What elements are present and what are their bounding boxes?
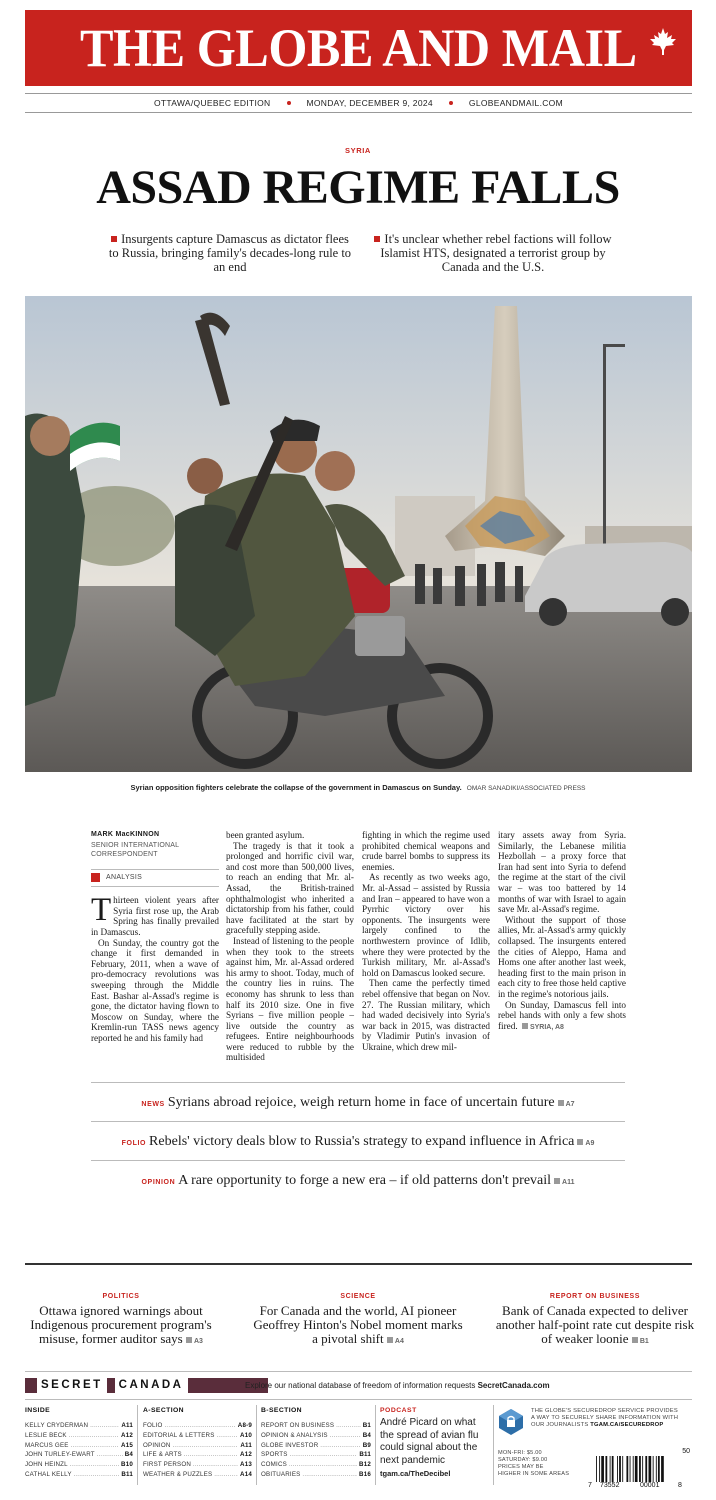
promo-ref [558,1101,575,1108]
article-column-1 [91,830,219,1044]
bullet-icon [111,236,117,242]
ref-square-icon [554,1178,560,1184]
deck-left-text: Insurgents capture Damascus as dictator flees to Russia, bringing family's decades-long rule to an end [108,232,352,274]
divider [25,1371,692,1372]
lead-photo[interactable] [25,296,692,772]
newspaper-title: THE GLOBE AND MAIL [80,18,637,78]
index-row[interactable] [143,1460,252,1470]
deck-right [368,232,618,274]
deck-right-text: It's unclear whether rebel factions will follow Islamist HTS, designated a terrorist group by Canada and the U.S. [380,232,612,274]
teaser-text: Bank of Canada expected to deliver another half-point rate cut despite risk of weaker loonie [495,1303,695,1346]
jump-square-icon [522,1023,528,1029]
ref-square-icon [186,1337,192,1343]
price-line: MON-FRI: $5.00 [498,1450,542,1456]
promo-text: Syrians abroad rejoice, weigh return home in face of uncertain future [167,1095,555,1110]
divider [91,1160,625,1161]
securedrop-promo[interactable] [497,1408,692,1436]
index-label: OPINION & ANALYSIS ..... [261,1431,361,1441]
teaser-ref [186,1338,203,1345]
index-row[interactable] [143,1441,252,1451]
logo-word-canada: CANADA [115,1379,188,1392]
index-label: CATHAL KELLY ..... [25,1470,119,1480]
issue-date: MONDAY, DECEMBER 9, 2024 [306,98,433,108]
photo-caption [0,783,716,792]
ref-square-icon [558,1100,564,1106]
index-label: COMICS ..... [261,1460,357,1470]
index-row[interactable] [25,1421,133,1431]
index-label: JOHN TURLEY-EWART ..... [25,1450,123,1460]
index-label: GLOBE INVESTOR ..... [261,1441,361,1451]
index-page: B4 [362,1431,371,1439]
podcast-promo[interactable] [380,1407,490,1478]
divider [25,1263,692,1265]
teaser-text-block [15,1304,227,1349]
index-label: MARCUS GEE ..... [25,1441,119,1451]
divider [25,1399,692,1400]
drop-cap: T [91,892,112,929]
index-page: B16 [359,1470,371,1478]
separator-dot-icon [287,101,291,105]
price-line: HIGHER IN SOME AREAS [498,1471,570,1477]
teaser-text-block [252,1304,464,1349]
securedrop-logo-icon [497,1408,525,1436]
index-page: B11 [121,1470,133,1478]
index-page: B9 [362,1441,371,1449]
lead-kicker: SYRIA [345,146,371,155]
index-page: B1 [362,1422,371,1429]
divider [91,1121,625,1122]
article-paragraph: fighting in which the regime used prohibited chemical weapons and crude barrel bombs to suppress its enemies. [362,830,490,872]
divider [493,1405,494,1485]
index-label: SPORTS ..... [261,1450,357,1460]
promo-folio[interactable] [0,1134,716,1150]
index-a-section [143,1407,252,1480]
article-paragraph [498,1000,626,1034]
index-row[interactable] [143,1450,252,1460]
teaser-page: A3 [194,1338,203,1345]
teaser-tag: POLITICS [102,1293,140,1300]
divider [375,1405,376,1485]
ref-square-icon [577,1139,583,1145]
teaser-ref [387,1338,404,1345]
ref-square-icon [632,1337,638,1343]
article-column-4 [498,830,626,1033]
analysis-square-icon [91,873,100,882]
separator-dot-icon [449,101,453,105]
byline-role: CORRESPONDENT [91,850,158,858]
index-label: EDITORIAL & LETTERS ..... [143,1431,238,1441]
article-paragraph: itary assets away from Syria. Similarly, the Lebanese militia Hezbollah – a proxy force that Iran had sent into Syria to defend the regime at the start of the civil war – was too battered by 14 months of war with Israel to again save Mr. al-Assad's regime. [498,830,626,915]
barcode-digit: 8 [678,1482,682,1489]
jump-label: SYRIA, A8 [529,1023,564,1031]
index-heading: A-SECTION [143,1407,184,1414]
article-paragraph: As recently as two weeks ago, Mr. al-Assad – assisted by Russia and Iran – appeared to have won a Pyrrhic victory over his opponents. The insurgents were largely confined to the northwestern province of Idlib, where they were protected by the Turkish military, Mr. al-Assad's hold on Damascus looked secure. [362,872,490,978]
teaser-page: A4 [394,1338,404,1345]
analysis-label: ANALYSIS [106,873,143,881]
promo-page: A9 [585,1140,595,1147]
promo-tag: OPINION [141,1179,176,1186]
index-page: A11 [240,1441,252,1449]
promo-page: A11 [562,1179,575,1186]
index-page: B11 [359,1451,371,1459]
article-paragraph: been granted asylum. [226,830,305,840]
promo-tag: NEWS [141,1101,165,1108]
index-label: OPINION ..... [143,1441,238,1451]
index-label: FOLIO ..... [143,1421,236,1431]
price-line: SATURDAY: $9.00 [498,1457,548,1463]
bullet-icon [374,236,380,242]
index-page: A10 [240,1431,252,1439]
index-row[interactable] [143,1421,252,1431]
price-box [498,1450,578,1478]
teaser-text: For Canada and the world, AI pioneer Geoffrey Hinton's Nobel moment marks a pivotal shift [253,1303,463,1346]
promo-ref [554,1179,574,1186]
index-page: A12 [240,1451,252,1459]
caption-text: Syrian opposition fighters celebrate the collapse of the government in Damascus on Sunday. [130,783,462,792]
paragraph-text: hirteen violent years after Syria first rose up, the Arab Spring has finally prevailed in Damascus. [91,895,219,937]
index-label: LESLIE BECK ..... [25,1431,119,1441]
teaser-business[interactable] [489,1293,701,1349]
promo-text: A rare opportunity to forge a new era – if old patterns don't prevail [178,1173,552,1188]
index-page: A14 [240,1470,252,1478]
index-row[interactable] [261,1460,371,1470]
securedrop-line [531,1422,678,1429]
index-label: FIRST PERSON ..... [143,1460,238,1470]
promo-ref [577,1140,594,1147]
teaser-science[interactable] [252,1293,464,1349]
securedrop-link[interactable]: TGAM.CA/SECUREDROP [590,1422,664,1429]
teaser-politics[interactable] [15,1293,227,1349]
index-row[interactable] [261,1441,371,1451]
promo-page: A7 [565,1101,575,1108]
teaser-tag: REPORT ON BUSINESS [549,1293,641,1300]
index-page: A12 [121,1431,133,1439]
byline-name[interactable]: MARK MacKINNON [91,831,160,838]
barcode [588,1450,692,1492]
secret-canada-link[interactable]: SecretCanada.com [477,1381,550,1390]
masthead [25,10,692,86]
paragraph-text: On Sunday, Damascus fell into rebel hands with only a few shots fired. [498,999,626,1031]
index-label: OBITUARIES ..... [261,1470,357,1480]
teaser-tag: SCIENCE [340,1293,376,1300]
teaser-page: B1 [639,1338,649,1345]
index-page: B12 [359,1461,371,1469]
index-row[interactable] [261,1470,371,1480]
index-row[interactable] [25,1460,133,1470]
lead-article [91,830,625,1080]
index-b-section [261,1407,371,1480]
secret-canada-text: Explore our national database of freedom of information requests [245,1381,476,1390]
index-row[interactable] [25,1441,133,1451]
lead-headline[interactable]: ASSAD REGIME FALLS [96,161,620,214]
index-row[interactable] [261,1450,371,1460]
index-row[interactable] [143,1470,252,1480]
logo-band [107,1378,115,1393]
index-page: B4 [124,1451,133,1459]
index-row[interactable] [25,1431,133,1441]
podcast-text: André Picard on what the spread of avian flu could signal about the next pandemic [380,1417,479,1466]
promo-tag: FOLIO [121,1140,147,1147]
index-row[interactable] [143,1431,252,1441]
index-page: A13 [240,1461,252,1469]
edition-name: OTTAWA/QUEBEC EDITION [154,98,271,108]
barcode-digits: 00001 [640,1482,660,1489]
index-label: REPORT ON BUSINESS ..... [261,1421,361,1431]
maple-leaf-icon [648,26,678,56]
deck-left [105,232,355,274]
index-inside [25,1407,133,1480]
index-label: WEATHER & PUZZLES ..... [143,1470,238,1480]
index-heading: INSIDE [25,1407,51,1414]
podcast-tag: PODCAST [380,1407,417,1414]
divider [256,1405,257,1485]
price-line: PRICES MAY BE [498,1464,544,1470]
analysis-tag [91,869,219,888]
index-page: A11 [121,1422,133,1429]
index-page: B10 [121,1461,133,1469]
article-paragraph: Without the support of those allies, Mr. al-Assad's army quickly collapsed. The insurgents entered the cities of Aleppo, Hama and Homs one after another last week, heading first to the main prison in each city to free those held captive in the regime's notorious jails. [498,914,626,999]
logo-word-secret: SECRET [37,1379,107,1392]
divider [137,1405,138,1485]
podcast-link[interactable]: tgam.ca/TheDecibel [380,1469,451,1478]
securedrop-line: THE GLOBE'S SECUREDROP SERVICE PROVIDES [531,1408,678,1414]
article-paragraph [91,892,219,937]
issue-number: 50 [682,1448,690,1455]
article-column-2 [226,830,354,1063]
teaser-text-block [489,1304,701,1349]
index-row[interactable] [25,1450,133,1460]
promo-opinion[interactable] [0,1173,716,1189]
ref-square-icon [387,1337,393,1343]
promo-news[interactable] [0,1095,716,1111]
securedrop-text [531,1408,678,1436]
index-row[interactable] [25,1470,133,1480]
index-page: A8-9 [237,1422,252,1429]
edition-bar [25,93,692,113]
promo-text: Rebels' victory deals blow to Russia's strategy to expand influence in Africa [149,1134,575,1149]
index-row[interactable] [261,1431,371,1441]
divider [91,1082,625,1083]
securedrop-line: A WAY TO SECURELY SHARE INFORMATION WITH [531,1415,679,1422]
article-paragraph: The tragedy is that it took a prolonged and horrific civil war, and cost more than 500,000 lives, to reach an ending that Mr. al-Assad, the British-trained ophthalmologist who inherited a dictatorship from his father, could have facilitated at the start by gracefully stepping aside. [226,840,354,936]
teaser-ref [632,1338,649,1345]
article-column-3 [362,830,490,1052]
jump-link[interactable] [522,1024,564,1031]
index-label: JOHN HEINZL ..... [25,1460,119,1470]
logo-band [25,1378,37,1393]
barcode-digits: 73552 [600,1482,620,1489]
website-link[interactable]: GLOBEANDMAIL.COM [468,98,563,108]
barcode-digit: 7 [588,1482,592,1489]
securedrop-line-text: OUR JOURNALISTS [531,1422,589,1429]
index-label: KELLY CRYDERMAN ..... [25,1421,119,1431]
index-label: LIFE & ARTS ..... [143,1450,238,1460]
index-row[interactable] [261,1421,371,1431]
photo-credit: OMAR SANADIKI/ASSOCIATED PRESS [466,785,586,792]
article-paragraph: On Sunday, the country got the change it first demanded in February, 2011, when a wave of pro-democracy revolutions was sweeping through the Middle East. Bashar al-Assad's regime is gone, the dictator having flown to Moscow on Sunday, where the Kremlin-run TASS news agency reported he and his family had [91,937,219,1043]
secret-canada-promo [245,1381,550,1390]
index-heading: B-SECTION [261,1407,302,1414]
index-page: A15 [121,1441,133,1449]
teaser-text: Ottawa ignored warnings about Indigenous procurement program's misuse, former auditor says [30,1303,212,1346]
article-paragraph: Instead of listening to the people when they took to the streets against him, Mr. al-Assad ordered his army to shoot. Today, much of the country lies in ruins. The economy has shrunk to less than half its 2010 size. One in five Syrians – five million people – live outside the country as refugees. Entire neighbourhoods were reduced to rubble by the multisided [226,935,354,1063]
secret-canada-logo[interactable] [25,1378,268,1393]
article-paragraph: Then came the perfectly timed rebel offensive that began on Nov. 27. The Russian military, which had waded decisively into Syria's war back in 2015, was distracted by Vladimir Putin's invasion of Ukraine, which drew mil- [362,978,490,1052]
byline-role: SENIOR INTERNATIONAL [91,841,180,849]
